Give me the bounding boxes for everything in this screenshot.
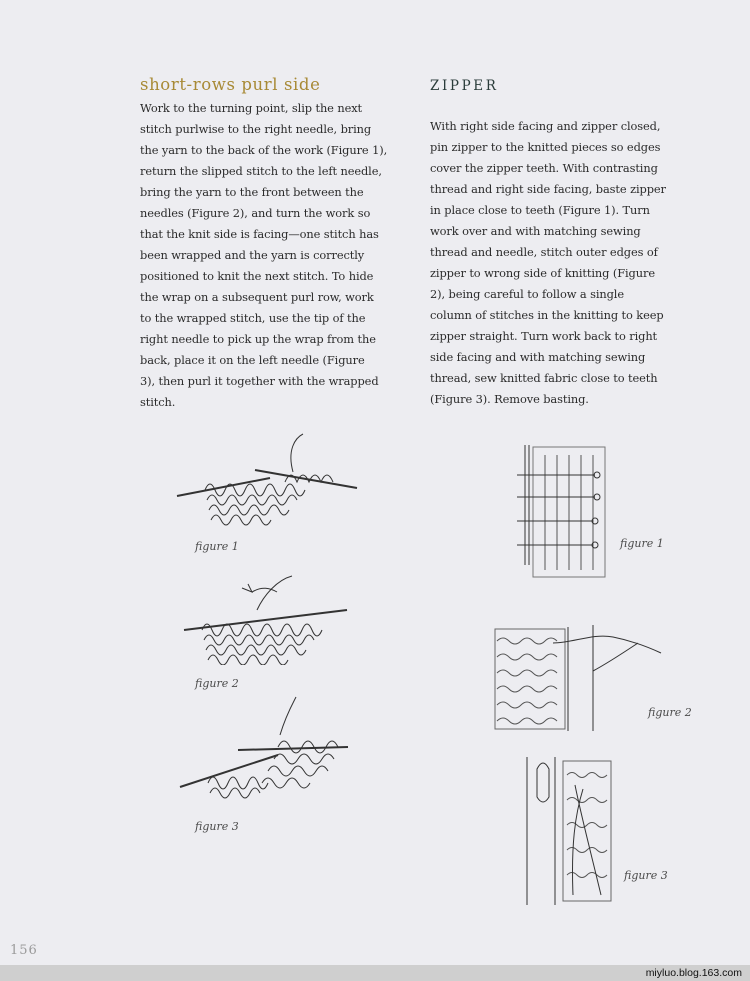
text-line: bring the yarn to the front between the bbox=[140, 185, 364, 199]
text-line: stitch. bbox=[140, 395, 176, 409]
text-line: 3), then purl it together with the wrapped bbox=[140, 374, 379, 388]
text-line: return the slipped stitch to the left needle, bbox=[140, 164, 382, 178]
text-line: thread and needle, stitch outer edges of bbox=[430, 245, 658, 259]
text-line: column of stitches in the knitting to keep bbox=[430, 308, 664, 322]
text-line: cover the zipper teeth. With contrasting bbox=[430, 161, 658, 175]
zipper-figure-3-caption: figure 3 bbox=[624, 869, 668, 882]
zipper-figure-3-illustration bbox=[515, 755, 615, 905]
text-line: right needle to pick up the wrap from the bbox=[140, 332, 376, 346]
page-number: 156 bbox=[10, 943, 38, 958]
short-rows-heading: short-rows purl side bbox=[140, 75, 321, 94]
text-line: positioned to knit the next stitch. To hide bbox=[140, 269, 374, 283]
text-line: zipper straight. Turn work back to right bbox=[430, 329, 658, 343]
short-rows-figure-3-caption: figure 3 bbox=[195, 820, 239, 833]
text-line: to the wrapped stitch, use the tip of the bbox=[140, 311, 366, 325]
text-line: 2), being careful to follow a single bbox=[430, 287, 624, 301]
text-line: thread, sew knitted fabric close to teeth bbox=[430, 371, 658, 385]
footer-bar bbox=[0, 965, 750, 981]
text-line: side facing and with matching sewing bbox=[430, 350, 646, 364]
short-rows-section bbox=[140, 75, 395, 413]
text-line: With right side facing and zipper closed, bbox=[430, 119, 661, 133]
text-line: work over and with matching sewing bbox=[430, 224, 641, 238]
zipper-figure-1-caption: figure 1 bbox=[620, 537, 664, 550]
watermark: miyluo.blog.163.com bbox=[645, 967, 742, 979]
short-rows-figure-2-caption: figure 2 bbox=[195, 677, 239, 690]
zipper-heading: ZIPPER bbox=[430, 78, 499, 94]
zipper-figure-1-illustration bbox=[515, 445, 610, 580]
short-rows-figure-1-caption: figure 1 bbox=[195, 540, 239, 553]
text-line: the yarn to the back of the work (Figure 1), bbox=[140, 143, 388, 157]
short-rows-figure-1-illustration bbox=[175, 430, 365, 535]
short-rows-figure-3-illustration bbox=[178, 695, 353, 810]
text-line: Work to the turning point, slip the next bbox=[140, 101, 363, 115]
text-line: needles (Figure 2), and turn the work so bbox=[140, 206, 371, 220]
text-line: the wrap on a subsequent purl row, work bbox=[140, 290, 374, 304]
text-line: (Figure 3). Remove basting. bbox=[430, 392, 589, 406]
text-line: pin zipper to the knitted pieces so edges bbox=[430, 140, 661, 154]
text-line: thread and right side facing, baste zipper bbox=[430, 182, 666, 196]
zipper-figure-2-illustration bbox=[493, 623, 668, 733]
zipper-section bbox=[430, 78, 710, 410]
text-line: zipper to wrong side of knitting (Figure bbox=[430, 266, 655, 280]
zipper-instructions bbox=[430, 116, 710, 410]
short-rows-figure-2-illustration bbox=[182, 570, 352, 665]
text-line: that the knit side is facing—one stitch has bbox=[140, 227, 379, 241]
text-line: in place close to teeth (Figure 1). Turn bbox=[430, 203, 650, 217]
text-line: stitch purlwise to the right needle, bring bbox=[140, 122, 372, 136]
short-rows-instructions bbox=[140, 98, 395, 413]
zipper-figure-2-caption: figure 2 bbox=[648, 706, 692, 719]
text-line: been wrapped and the yarn is correctly bbox=[140, 248, 365, 262]
text-line: back, place it on the left needle (Figure bbox=[140, 353, 365, 367]
